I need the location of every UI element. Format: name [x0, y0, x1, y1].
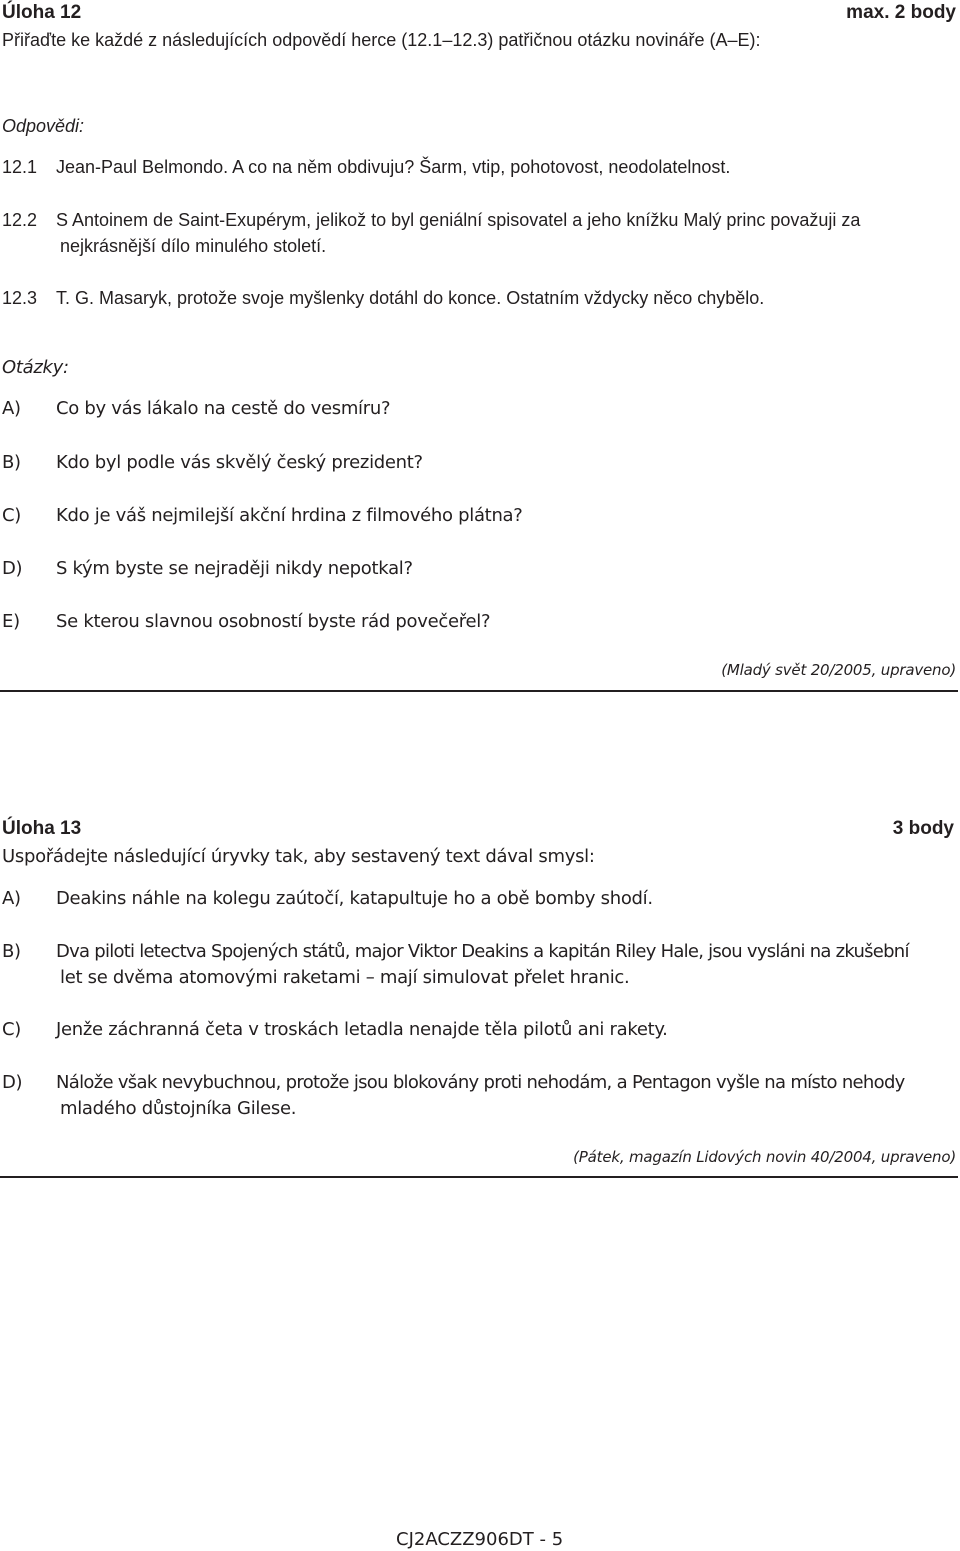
answer-number: 12.3 — [2, 288, 38, 308]
question-letter: C) — [2, 505, 21, 526]
question-text: Kdo byl podle vás skvělý český prezident? — [56, 452, 423, 473]
task12-title: Úloha 12 — [2, 2, 82, 23]
task13-title: Úloha 13 — [2, 818, 82, 839]
answer-number: 12.1 — [2, 157, 38, 177]
item-letter: C) — [2, 1019, 21, 1040]
item-text: let se dvěma atomovými raketami – mají simulovat přelet hranic. — [60, 967, 630, 988]
task12-source: (Mladý svět 20/2005, upraveno) — [721, 661, 956, 679]
page-footer-code: CJ2ACZZ906DT - 5 — [396, 1529, 564, 1550]
question-letter: A) — [2, 398, 21, 419]
item-letter: B) — [2, 941, 21, 962]
task13-source: (Pátek, magazín Lidových novin 40/2004, upraveno) — [573, 1148, 956, 1166]
item-letter: A) — [2, 888, 21, 909]
item-text: mladého důstojníka Gilese. — [60, 1098, 297, 1119]
questions-heading: Otázky: — [2, 357, 69, 378]
divider-rule — [0, 690, 958, 692]
item-letter: D) — [2, 1072, 23, 1093]
answer-text: S Antoinem de Saint-Exupérym, jelikož to byl geniální spisovatel a jeho knížku Malý princ považuji za — [56, 210, 861, 230]
question-text: Se kterou slavnou osobností byste rád povečeřel? — [56, 611, 491, 632]
item-text: Dva piloti letectva Spojených států, major Viktor Deakins a kapitán Riley Hale, jsou vysláni na zkušební — [56, 941, 909, 962]
item-text: Nálože však nevybuchnou, protože jsou blokovány proti nehodám, a Pentagon vyšle na místo nehody — [56, 1072, 905, 1093]
question-letter: D) — [2, 558, 23, 579]
item-text: Jenže záchranná četa v troskách letadla nenajde těla pilotů ani rakety. — [56, 1019, 668, 1040]
answers-heading: Odpovědi: — [2, 116, 85, 136]
item-text: Deakins náhle na kolegu zaútočí, katapultuje ho a obě bomby shodí. — [56, 888, 653, 909]
divider-rule — [0, 1176, 958, 1178]
task12-points: max. 2 body — [846, 2, 956, 23]
question-text: Kdo je váš nejmilejší akční hrdina z filmového plátna? — [56, 505, 523, 526]
answer-number: 12.2 — [2, 210, 38, 230]
answer-text: Jean-Paul Belmondo. A co na něm obdivuju? Šarm, vtip, pohotovost, neodolatelnost. — [56, 157, 731, 177]
task13-instruction: Uspořádejte následující úryvky tak, aby sestavený text dával smysl: — [2, 846, 595, 867]
question-letter: B) — [2, 452, 21, 473]
question-text: Co by vás lákalo na cestě do vesmíru? — [56, 398, 391, 419]
answer-text: T. G. Masaryk, protože svoje myšlenky dotáhl do konce. Ostatním vždycky něco chybělo. — [56, 288, 765, 308]
question-text: S kým byste se nejraději nikdy nepotkal? — [56, 558, 413, 579]
question-letter: E) — [2, 611, 20, 632]
task12-instruction: Přiřaďte ke každé z následujících odpovědí herce (12.1–12.3) patřičnou otázku novináře (A–E): — [2, 30, 761, 50]
task13-points: 3 body — [892, 818, 954, 839]
answer-text: nejkrásnější dílo minulého století. — [60, 236, 327, 256]
